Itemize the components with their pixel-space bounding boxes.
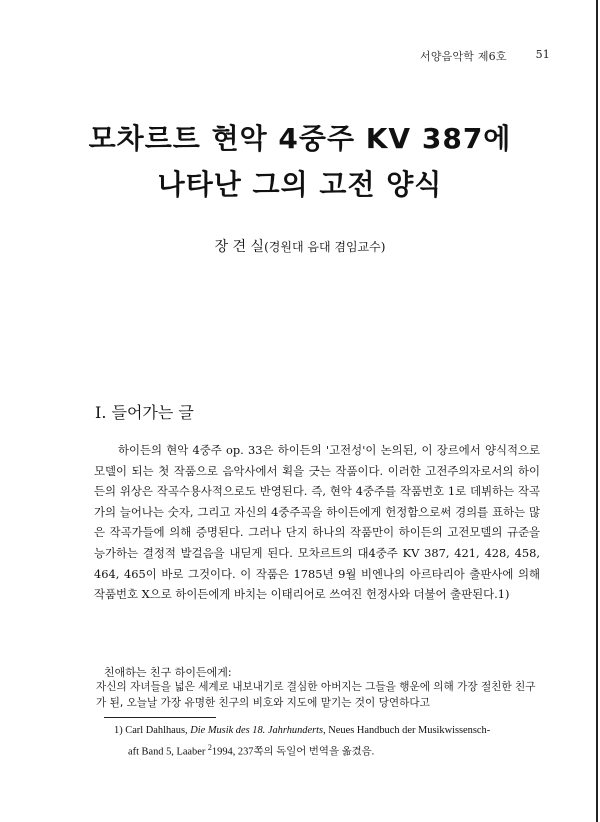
footnote-rule (104, 717, 216, 718)
footnote-marker: 1) (114, 725, 123, 736)
footnote-book-title: Die Musik des 18. Jahrhunderts (190, 725, 324, 736)
footnote-series: aft Band 5, Laaber (128, 746, 208, 758)
footnote-continuation (114, 739, 544, 760)
footnote-year-page: 1994, 237쪽의 독일어 번역을 옮겼음. (211, 746, 375, 758)
page-number: 51 (535, 48, 550, 61)
quote-text: 자신의 자녀들을 넓은 세계로 내보내기로 결심한 아버지는 그들을 행운에 의해 가장 절친한 친구가 된, 오늘날 가장 유명한 친구의 비호와 지도에 맡기는 것이 당연하다고 (96, 681, 536, 709)
footnote-edition-superscript: 2 (207, 743, 212, 752)
article-title (0, 116, 600, 208)
author-line (0, 236, 600, 256)
title-line-2: 나타난 그의 고전 양식 (157, 168, 443, 201)
footnote (114, 722, 544, 760)
quote-heading: 친애하는 친구 하이든에게: (104, 666, 232, 679)
footnote-details: , Neues Handbuch der Musikwissensch- (323, 725, 491, 736)
title-line-1: 모차르트 현악 4중주 KV 387에 (88, 122, 512, 155)
author-name: 장 견 실 (214, 239, 265, 255)
section-heading: I. 들어가는 글 (95, 403, 194, 422)
body-paragraph: 하이든의 현악 4중주 op. 33은 하이든의 '고전성'이 논의된, 이 장르에서 양식적으로 모델이 되는 첫 작품으로 음악사에서 획을 긋는 작품이다. 이러한 고전주의자로서의 하이든의 위상은 작곡수용사적으로도 반영된다. 즉, 현악 4중주를 작품번호 1로 데뷔하는 작곡가의 늘어나는 숫자, 그리고 자신의 4중주곡을 하이든에게 헌정함으로써 경의를 표하는 많은 작곡가들에 의해 증명된다. 그러나 단지 하나의 작품만이 하이든의 고전모델의 규준을 능가하는 결정적 발걸음을 내딛게 된다. 모차르트의 대4중주 KV 387, 421, 428, 458, 464, 465이 바로 그것이다. 이 작품은 1785년 9월 비엔나의 아르타리아 출판사에 의해 작품번호 X으로 하이든에게 바치는 이태리어로 쓰여진 헌정사와 더불어 출판된다.1) (94, 443, 540, 602)
running-head (420, 48, 550, 64)
footnote-author: Carl Dahlhaus, (125, 725, 188, 736)
author-affiliation: (경원대 음대 겸임교수) (264, 240, 386, 254)
journal-name: 서양음악학 제6호 (420, 50, 507, 63)
